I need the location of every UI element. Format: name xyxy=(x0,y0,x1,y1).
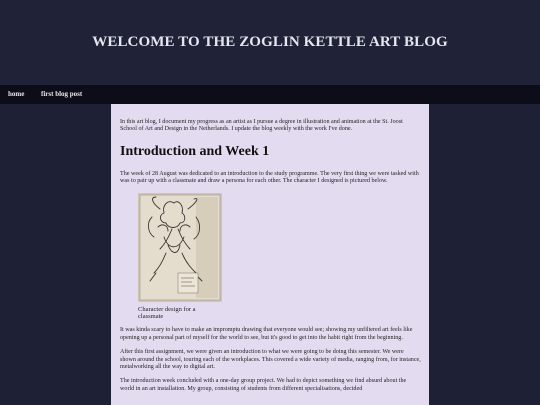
character-sketch-image[interactable] xyxy=(138,193,222,302)
intro-paragraph: In this art blog, I document my progress as an artist as I pursue a degree in illustration and animation at the St. Joost School of Art and Design in the Netherlands. I update the blog weekly with the work I've done. xyxy=(120,119,403,133)
post-paragraph: The introduction week concluded with a one-day group project. We had to depict something we find absurd about the world in an art installation. My group, consisting of students from different specialisations, decided xyxy=(120,378,407,392)
post-paragraph: The week of 28 August was dedicated to an introduction to the study programme. The very first thing we were tasked with was to pair up with a classmate and draw a persona for each other. The character I designed is pictured below. xyxy=(120,170,419,185)
post-paragraph: It was kinda scary to have to make an impromptu drawing that everyone would see; showing my unfiltered art feels like opening up a personal part of myself for the world to see, but it's good to get into the habit right from the beginning. xyxy=(120,327,413,341)
nav-bar xyxy=(0,85,540,104)
nav-item-home[interactable]: home xyxy=(8,90,25,98)
site-title: WELCOME TO THE ZOGLIN KETTLE ART BLOG xyxy=(92,34,448,50)
character-design-figure xyxy=(138,193,222,321)
post-paragraph: After this first assignment, we were given an introduction to what we were going to be doing this semester. We were shown around the school, touring each of the workplaces. This covered a wide variety of media, ranging from, for instance, metalworking all the way to digital art. xyxy=(120,349,421,371)
figure-caption: Character design for a classmate xyxy=(138,305,196,321)
nav-item-first-blog-post[interactable]: first blog post xyxy=(41,90,83,98)
post-title: Introduction and Week 1 xyxy=(120,143,270,159)
site-header xyxy=(0,0,540,85)
blog-post-content xyxy=(111,104,429,405)
